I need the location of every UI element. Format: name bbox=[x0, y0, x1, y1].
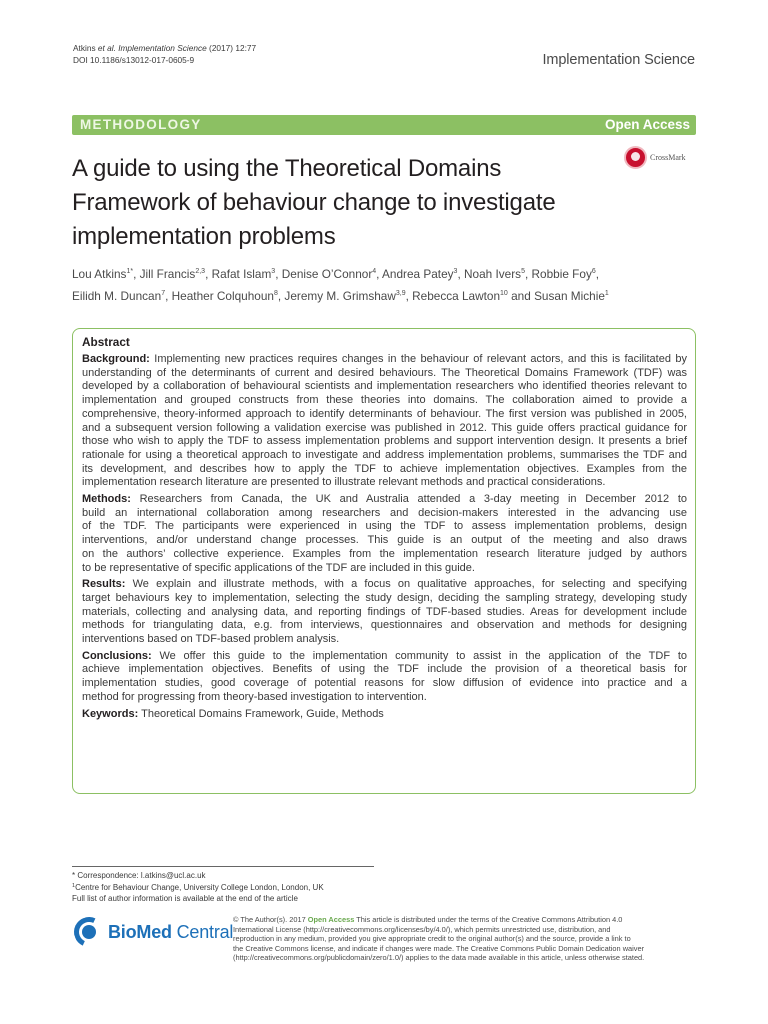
abstract-text: Researchers from Canada, the UK and Australia attended a 3-day meeting in December 2012 to bbox=[130, 493, 687, 506]
abstract-text: build an international collaboration among researchers and decision-makers interested in the advancing use bbox=[82, 506, 687, 519]
citation-line bbox=[73, 42, 256, 54]
abstract-line bbox=[82, 380, 687, 394]
open-access-label: Open Access bbox=[604, 117, 690, 132]
abstract-conclusions bbox=[82, 650, 687, 705]
section-banner bbox=[72, 115, 696, 135]
abstract-text: interventions, and/or understand change processes. This guide is an output of the meeting and also draws bbox=[82, 534, 687, 547]
citation-authors: Atkins bbox=[73, 43, 98, 53]
author-name: , Jeremy M. Grimshaw bbox=[277, 289, 396, 303]
abstract-line bbox=[82, 677, 687, 691]
correspondence-email[interactable]: * Correspondence: l.atkins@ucl.ac.uk bbox=[72, 871, 206, 880]
author-name: , Heather Colquhoun bbox=[165, 289, 274, 303]
doi-link[interactable]: DOI 10.1186/s13012-017-0605-9 bbox=[73, 55, 195, 65]
abstract-line bbox=[82, 548, 687, 562]
abstract-text: method for progressing from theory-based investigation to intervention. bbox=[82, 690, 427, 703]
abstract-line bbox=[82, 606, 687, 620]
author-affiliation-sup: 1* bbox=[126, 268, 134, 275]
author-name: , Rafat Islam bbox=[205, 267, 272, 281]
author-affiliation-sup: 3 bbox=[453, 268, 458, 275]
bmc-logo-icon bbox=[74, 917, 104, 947]
abstract-line bbox=[82, 562, 687, 576]
author-name: , Noah Ivers bbox=[457, 267, 522, 281]
abstract-text: target behaviours key to implementation, selecting the study design, deciding the sampling strategy, developing study bbox=[82, 591, 687, 604]
author-affiliation-sup: 3,9 bbox=[395, 290, 406, 297]
author-affiliation-sup: 6 bbox=[591, 268, 596, 275]
abstract-line bbox=[82, 422, 687, 436]
license-body bbox=[233, 925, 644, 963]
abstract-text: implementation studies, good coverage of potential reasons for slow diffusion of evidence into practice and a bbox=[82, 677, 687, 690]
author-list bbox=[72, 263, 692, 307]
license-notice bbox=[233, 915, 644, 963]
journal-name: Implementation Science bbox=[542, 52, 695, 68]
abstract-line bbox=[82, 476, 687, 490]
abstract-text: and a subsequent version following a validation exercise was published in 2012. This guide offers practical guidance for bbox=[82, 421, 687, 434]
license-line: International License (http://creativecommons.org/licenses/by/4.0/), which permits unrestricted use, distribution, and bbox=[233, 924, 611, 934]
abstract-background bbox=[82, 353, 687, 490]
abstract-line bbox=[82, 592, 687, 606]
affiliation-text: Centre for Behaviour Change, University College London, London, UK bbox=[75, 882, 324, 892]
abstract-line bbox=[82, 663, 687, 677]
license-line: (http://creativecommons.org/publicdomain/zero/1.0/) applies to the data made available in this article, unless otherwise stated. bbox=[233, 953, 645, 963]
abstract-line bbox=[82, 449, 687, 463]
author-affiliation-sup: 5 bbox=[521, 268, 525, 275]
abstract-text: on the authors’ collective experience. Examples from the implementation research literature judged by authors bbox=[82, 547, 687, 560]
abstract-line bbox=[82, 367, 687, 381]
affiliation bbox=[72, 882, 324, 894]
abstract-text: of the TDF. The participants were experienced in using the TDF to assess implementation problems, design bbox=[82, 520, 687, 533]
license-line: reproduction in any medium, provided you give appropriate credit to the original author(s) and the source, provide a link to bbox=[233, 934, 631, 944]
abstract-line bbox=[82, 435, 687, 449]
abstract-text: We offer this guide to the implementation community to assist in the application of the TDF to bbox=[151, 649, 687, 662]
abstract-text: implementation research literature are presented to illustrate relevant methods and practical considerations. bbox=[82, 476, 606, 489]
abstract-line bbox=[82, 534, 687, 548]
abstract-text: Implementing new practices requires changes in the behaviour of relevant actors, and this is facilitated by bbox=[149, 353, 687, 365]
abstract-line bbox=[82, 578, 687, 592]
abstract-line bbox=[82, 493, 687, 507]
author-affiliation-sup: 7 bbox=[161, 290, 166, 297]
abstract-line bbox=[82, 691, 687, 705]
author-affiliation-sup: 3 bbox=[271, 268, 276, 275]
author-name: , Denise O’Connor bbox=[275, 267, 373, 281]
author-affiliation-sup: 1 bbox=[604, 290, 609, 297]
abstract-text: implementation and grouped constructs from these theories into domains. The collaboration aimed to provide a bbox=[82, 394, 687, 407]
abstract-text: those who wish to apply the TDF to assess implementation problems and support intervention design. It presents a brief bbox=[82, 435, 687, 448]
abstract-heading: Abstract bbox=[82, 335, 130, 349]
crossmark-icon bbox=[624, 146, 647, 169]
abstract-line bbox=[82, 520, 687, 534]
author-name: Lou Atkins bbox=[72, 267, 127, 281]
abstract-text: interventions based on TDF-based problem analysis. bbox=[82, 633, 340, 646]
abstract-section-label: Methods: bbox=[82, 493, 131, 506]
citation-journal: et al. Implementation Science bbox=[97, 43, 207, 53]
citation-block bbox=[73, 42, 256, 66]
abstract-line bbox=[82, 633, 687, 647]
footnotes bbox=[72, 870, 324, 905]
license-open-access: Open Access bbox=[307, 915, 355, 924]
keywords-text: Theoretical Domains Framework, Guide, Methods bbox=[138, 707, 384, 720]
affiliation-sup: 1 bbox=[72, 882, 76, 889]
author-line bbox=[72, 263, 692, 285]
abstract-line bbox=[82, 507, 687, 521]
article-title: A guide to using the Theoretical Domains Framework of behaviour change to investigate implementation problems bbox=[72, 155, 556, 250]
abstract-keywords bbox=[82, 708, 687, 722]
crossmark-button[interactable] bbox=[624, 146, 686, 169]
license-line: the Creative Commons license, and indicate if changes were made. The Creative Commons Public Domain Dedication waiver bbox=[233, 943, 645, 953]
abstract-text: comprehensive, theory-informed approach to identify determinants of behaviour. The first version was published in 2005, bbox=[82, 407, 687, 420]
abstract-line bbox=[82, 463, 687, 477]
abstract-text: understanding of the determinants of current and desired behaviours. The Theoretical Domains Framework (TDF) was bbox=[82, 366, 687, 379]
abstract-section-label: Results: bbox=[82, 578, 126, 591]
abstract-section-label: Conclusions: bbox=[82, 649, 152, 662]
author-affiliation-sup: 4 bbox=[372, 268, 377, 275]
abstract-text: to be representative of specific applications of the TDF are included in this guide. bbox=[82, 561, 475, 574]
author-name: , Rebecca Lawton bbox=[405, 289, 501, 303]
author-name: , Andrea Patey bbox=[376, 267, 454, 281]
author-info-note: Full list of author information is available at the end of the article bbox=[72, 894, 298, 903]
abstract-line bbox=[82, 650, 687, 664]
author-affiliation-sup: 8 bbox=[273, 290, 278, 297]
abstract-line bbox=[82, 353, 687, 367]
crossmark-label: CrossMark bbox=[650, 153, 686, 162]
abstract-text: We explain and illustrate methods, with a focus on qualitative approaches, for selecting and specifying bbox=[125, 578, 687, 591]
author-name: , Robbie Foy bbox=[524, 267, 592, 281]
author-affiliation-sup: 2,3 bbox=[195, 268, 206, 275]
abstract-text: its development, and describes how to apply the TDF to achieve implementation objectives. Examples from the bbox=[82, 462, 687, 475]
keywords-label: Keywords: bbox=[82, 707, 139, 720]
bmc-logo-text: BioMed Central bbox=[108, 921, 234, 942]
author-line bbox=[72, 285, 692, 307]
author-name: Eilidh M. Duncan bbox=[72, 289, 162, 303]
author-affiliation-sup: 10 bbox=[500, 290, 508, 297]
abstract-text: rationale for using a theoretical approach to investigate and address implementation problems, summarises the TDF and bbox=[82, 448, 687, 461]
citation-year-volume: (2017) 12:77 bbox=[206, 43, 257, 53]
abstract-text: methods for triangulating data, e.g. from interviews, questionnaires and observation and methods for designing bbox=[82, 619, 687, 632]
section-label: METHODOLOGY bbox=[80, 117, 202, 132]
abstract-line bbox=[82, 408, 687, 422]
abstract-line bbox=[82, 394, 687, 408]
abstract-text: developed by a collaboration of behavioural scientists and implementation researchers who identified theories relevant to bbox=[82, 380, 687, 393]
abstract-results bbox=[82, 578, 687, 647]
abstract-line bbox=[82, 619, 687, 633]
footnote-divider bbox=[72, 866, 374, 867]
author-name: and Susan Michie bbox=[507, 289, 605, 303]
author-name: , bbox=[595, 267, 600, 281]
abstract-text: achieve implementation objectives. Benefits of using the TDF include the provision of a theoretical basis for bbox=[82, 663, 687, 676]
license-line: © The Author(s). 2017 Open Access This article is distributed under the terms of the Creative Commons Attribution 4.0 bbox=[233, 915, 623, 924]
abstract-methods bbox=[82, 493, 687, 575]
abstract-text: materials, collecting and analysing data, and reporting findings of TDF-based studies. Areas for development include bbox=[82, 605, 687, 618]
biomed-central-logo[interactable] bbox=[74, 917, 233, 947]
abstract-section-label: Background: bbox=[82, 353, 150, 365]
abstract-box bbox=[72, 328, 696, 794]
author-name: , Jill Francis bbox=[133, 267, 196, 281]
